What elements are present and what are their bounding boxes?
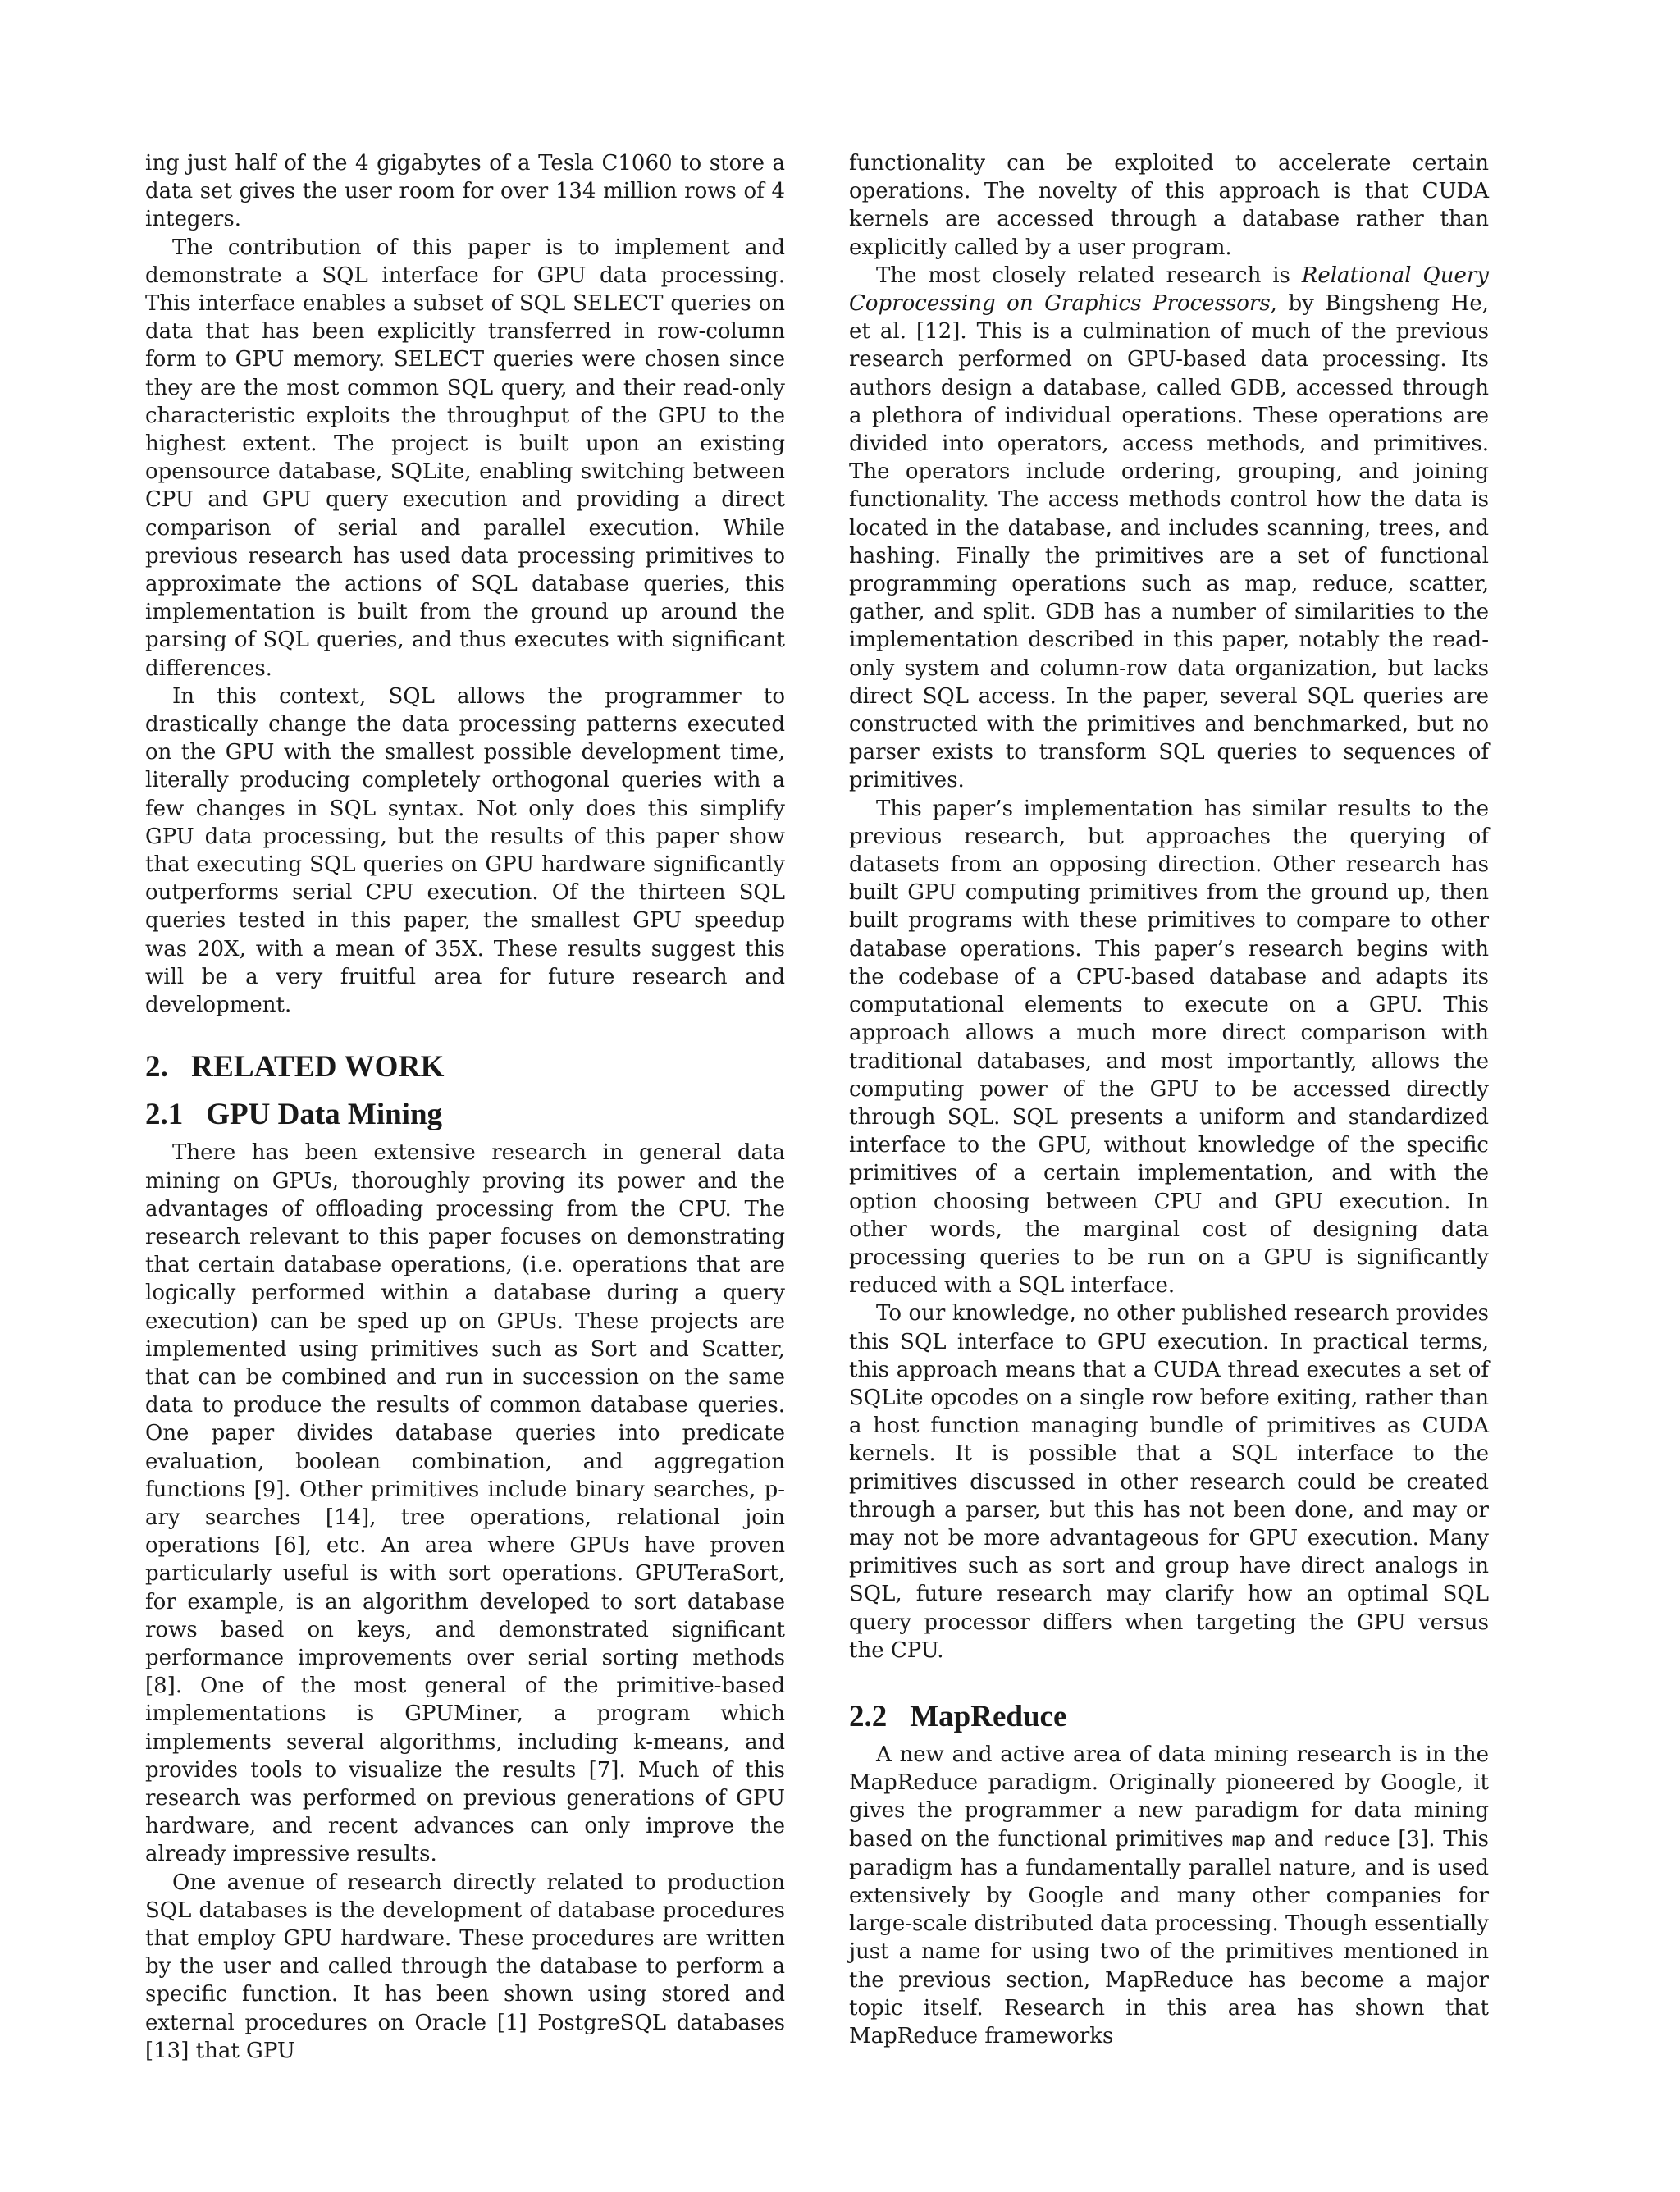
text-segment: [3]. This paradigm has a fundamentally parallel nature, and is used extensively by Google and many other companies for large-scale distributed data processing. Though essentially just a name for using two of the primitives mentioned in the previous section, MapReduce has become a major topic itself. Research in this area has shown that MapReduce frameworks <box>849 1826 1490 2048</box>
code-map: map <box>1231 1829 1267 1851</box>
subsection-title: GPU Data Mining <box>206 1098 443 1132</box>
section-number: 2. <box>145 1050 169 1085</box>
text-segment: and <box>1266 1826 1322 1852</box>
subsection-number: 2.1 <box>145 1098 184 1132</box>
section-heading-related-work <box>145 1049 785 1085</box>
subsection-title: MapReduce <box>910 1699 1067 1733</box>
text-segment: , by Bingsheng He, et al. [12]. This is a culmination of much of the previous research performed on GPU-based data processing. Its authors design a database, called GDB, accessed through a plethora of individual operations. These operations are divided into operators, access methods, and primitives. The operators include ordering, grouping, and joining functionality. The access methods control how the data is located in the database, and includes scanning, trees, and hashing. Finally the primitives are a set of functional programming operations such as map, reduce, scatter, gather, and split. GDB has a number of similarities to the implementation described in this paper, notably the read-only system and column-row data organization, but lacks direct SQL access. In the paper, several SQL queries are constructed with the primitives and benchmarked, but no parser exists to transform SQL queries to sequences of primitives. <box>849 291 1490 793</box>
cited-title: Relational Query Coprocessing on Graphics Processors <box>849 263 1489 317</box>
paragraph-contribution: The contribution of this paper is to implement and demonstrate a SQL interface for GPU data processing. This interface enables a subset of SQL SELECT queries on data that has been explicitly transferred in row-column form to GPU memory. SELECT queries were chosen since they are the most common SQL query, and their read-only characteristic exploits the throughput of the GPU to the highest extent. The project is built upon an existing opensource database, SQLite, enabling switching between CPU and GPU query execution and providing a direct comparison of serial and parallel execution. While previous research has used data processing primitives to approximate the actions of SQL database queries, this implementation is built from the ground up around the parsing of SQL queries, and thus executes with significant differences. <box>145 235 785 681</box>
paragraph-closely-related <box>849 262 1489 795</box>
right-column <box>849 149 1489 2050</box>
paragraph-continued-right: functionality can be exploited to accelerate certain operations. The novelty of this approach is that CUDA kernels are accessed through a database rather than explicitly called by a user program. <box>849 151 1489 260</box>
paragraph-mapreduce <box>849 1741 1489 2050</box>
left-column <box>145 149 785 2065</box>
paragraph-gpu-data-mining: There has been extensive research in general data mining on GPUs, thoroughly proving its power and the advantages of offloading processing from the CPU. The research relevant to this paper focuses on demonstrating that certain database operations, (i.e. operations that are logically performed within a database during a query execution) can be sped up on GPUs. These projects are implemented using primitives such as Sort and Scatter, that can be combined and run in succession on the same data to produce the results of common database queries. One paper divides database queries into predicate evaluation, boolean combination, and aggregation functions [9]. Other primitives include binary searches, p-ary searches [14], tree operations, relational join operations [6], etc. An area where GPUs have proven particularly useful is with sort operations. GPUTeraSort, for example, is an algorithm developed to sort database rows based on keys, and demonstrated significant performance improvements over serial sorting methods [8]. One of the most general of the primitive-based implementations is GPUMiner, a program which implements several algorithms, including k-means, and provides tools to visualize the results [7]. Much of this research was performed on previous generations of GPU hardware, and recent advances can only improve the already impressive results. <box>145 1140 785 1867</box>
paragraph-database-procedures: One avenue of research directly related to production SQL databases is the development of database procedures that employ GPU hardware. These procedures are written by the user and called through the database to perform a specific function. It has been shown using stored and external procedures on Oracle [1] PostgreSQL databases [13] that GPU <box>145 1870 785 2063</box>
paragraph-implementation: This paper’s implementation has similar results to the previous research, but approaches the querying of datasets from an opposing direction. Other research has built GPU computing primitives from the ground up, then built programs with these primitives to compare to other database operations. This paper’s research begins with the codebase of a CPU-based database and adapts its computational elements to execute on a GPU. This approach allows a much more direct comparison with traditional databases, and most importantly, allows the computing power of the GPU to be accessed directly through SQL. SQL presents a uniform and standardized interface to the GPU, without knowledge of the specific primitives of a certain implementation, and with the option choosing between CPU and GPU execution. In other words, the marginal cost of designing data processing queries to be run on a GPU is significantly reduced with a SQL interface. <box>849 796 1489 1299</box>
text-segment: A new and active area of data mining research is in the MapReduce paradigm. Originally pioneered by Google, it gives the programmer a new paradigm for data mining based on the functional primitives <box>849 1742 1489 1852</box>
subsection-number: 2.2 <box>849 1699 888 1733</box>
code-reduce: reduce <box>1322 1829 1390 1851</box>
paragraph-knowledge: To our knowledge, no other published research provides this SQL interface to GPU execution. In practical terms, this approach means that a CUDA thread executes a set of SQLite opcodes on a single row before exiting, rather than a host function managing bundle of primitives as CUDA kernels. It is possible that a SQL interface to the primitives discussed in other research could be created through a parser, but this has not been done, and may or may not be more advantageous for GPU execution. Many primitives such as sort and group have direct analogs in SQL, future research may clarify how an optimal SQL query processor differs when targeting the GPU versus the CPU. <box>849 1301 1489 1663</box>
paragraph-context: In this context, SQL allows the programmer to drastically change the data processing patterns executed on the GPU with the smallest possible development time, literally producing completely orthogonal queries with a few changes in SQL syntax. Not only does this simplify GPU data processing, but the results of this paper show that executing SQL queries on GPU hardware significantly outperforms serial CPU execution. Of the thirteen SQL queries tested in this paper, the smallest GPU speedup was 20X, with a mean of 35X. These results suggest this will be a very fruitful area for future research and development. <box>145 683 785 1018</box>
text-segment: The most closely related research is <box>876 263 1302 288</box>
section-title: RELATED WORK <box>191 1050 445 1085</box>
paragraph-continued: ing just half of the 4 gigabytes of a Tesla C1060 to store a data set gives the user room for over 134 million rows of 4 integers. <box>145 151 785 232</box>
subsection-heading-mapreduce <box>849 1699 1489 1734</box>
subsection-heading-gpu-data-mining <box>145 1097 785 1132</box>
